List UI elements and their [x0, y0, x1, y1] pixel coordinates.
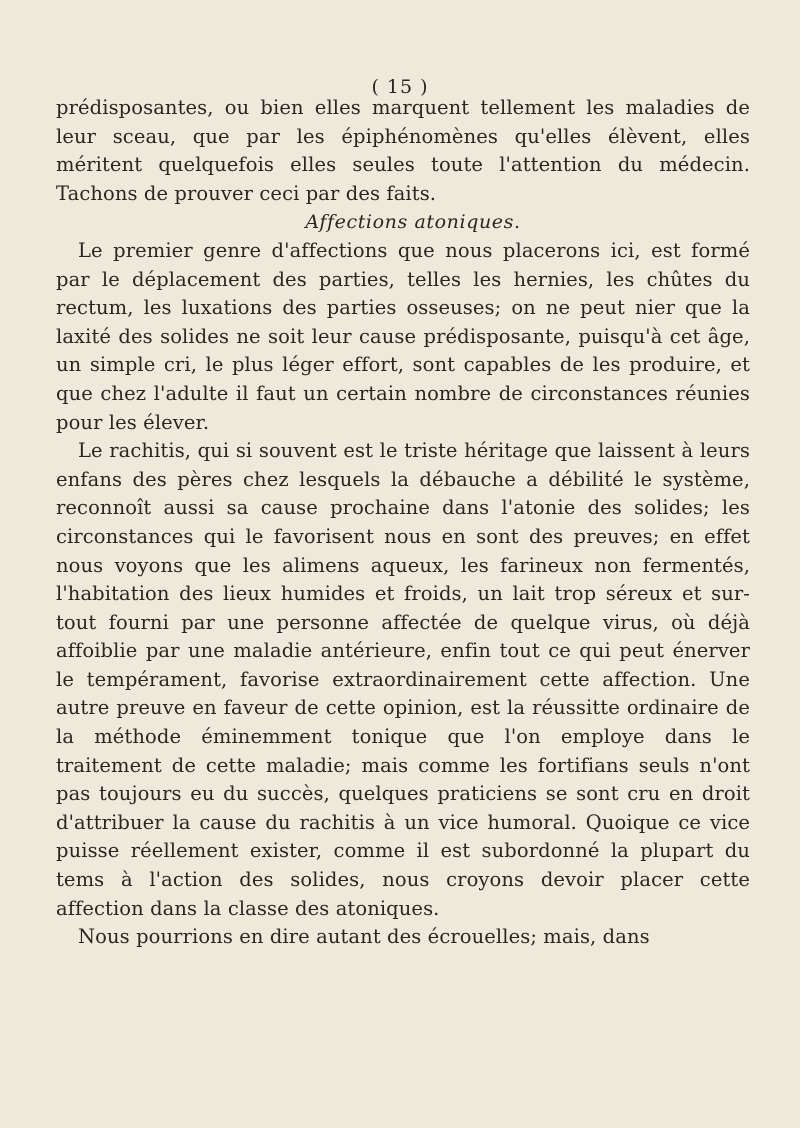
body-text	[56, 94, 750, 952]
section-heading: Affections atoniques.	[305, 211, 521, 234]
paragraph-3: Le rachitis, qui si souvent est le triste héritage que laissent à leurs enfans des pères chez lesquels la débauche a débilité le système, reconnoît aussi sa cause prochaine dans l'atonie des solides; les circonstances qui le favorisent nous en sont des preuves; en effet nous voyons que les alimens aqueux, les farineux non fermentés, l'habitation des lieux humides et froids, un lait trop séreux et sur-tout fourni par une personne affectée de quelque virus, où déjà affoiblie par une maladie antérieure, enfin tout ce qui peut énerver le tempérament, favorise extraordinairement cette affection. Une autre preuve en faveur de cette opinion, est la réussitte ordinaire de la méthode éminemment tonique que l'on employe dans le traitement de cette maladie; mais comme les fortifians seuls n'ont pas toujours eu du succès, quelques praticiens se sont cru en droit d'attribuer la cause du rachitis à un vice humoral. Quoique ce vice puisse réellement exister, comme il est subordonné la plupart du tems à l'action des solides, nous croyons devoir placer cette affection dans la classe des atoniques.	[56, 439, 750, 920]
paragraph-2: Le premier genre d'affections que nous placerons ici, est formé par le déplacement des parties, telles les hernies, les chûtes du rectum, les luxations des parties osseuses; on ne peut nier que la laxité des solides ne soit leur cause prédisposante, puisqu'à cet âge, un simple cri, le plus léger effort, sont capables de les produire, et que chez l'adulte il faut un certain nombre de circonstances réunies pour les élever.	[56, 238, 750, 434]
paragraph-4: Nous pourrions en dire autant des écrouelles; mais, dans	[78, 925, 650, 949]
page-number: ( 15 )	[371, 76, 429, 98]
paragraph-1: prédisposantes, ou bien elles marquent tellement les maladies de leur sceau, que par les épiphénomènes qu'elles élèvent, elles méritent quelquefois elles seules toute l'attention du médecin. Tachons de prouver ceci par des faits.	[56, 96, 750, 205]
